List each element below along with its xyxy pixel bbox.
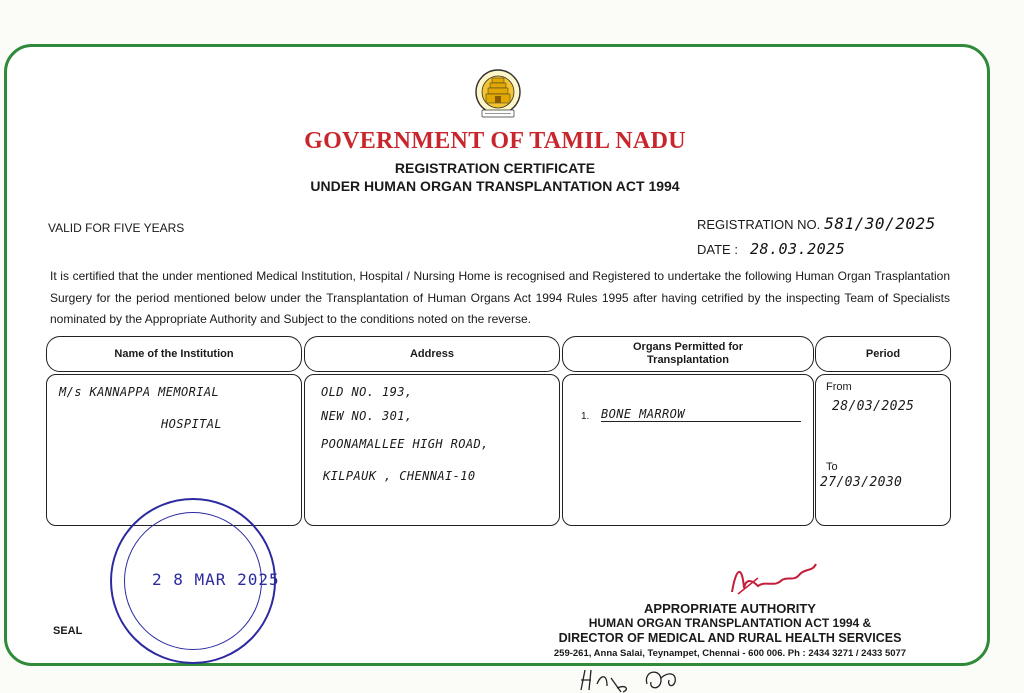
header-institution: Name of the Institution <box>46 336 302 372</box>
period-from-value: 28/03/2025 <box>832 399 915 414</box>
period-from-label: From <box>826 381 852 393</box>
organs-cell <box>562 374 814 526</box>
tamil-nadu-emblem-icon <box>474 66 522 122</box>
institution-line-1: M/s KANNAPPA MEMORIAL <box>59 385 220 399</box>
date-value: 28.03.2025 <box>749 240 846 258</box>
period-cell <box>815 374 951 526</box>
header-period: Period <box>815 336 951 372</box>
certificate-title: REGISTRATION CERTIFICATE <box>394 160 596 176</box>
certification-paragraph: It is certified that the under mentioned Medical Institution, Hospital / Nursing Home is recognised and Registered to undertake the following Human Organ Trasplantation Surgery for the period mentioned below under the Transplantation of Human Organs Act 1994 Rules 1995 after having cetrified by the inspecting Team of Specialists nominated by the Appropriate Authority and Subject to the conditions noted on the reverse. <box>50 269 950 326</box>
initials-icon <box>577 664 695 693</box>
official-stamp <box>110 498 280 664</box>
registration-label: REGISTRATION NO. <box>697 217 821 232</box>
header-address: Address <box>304 336 560 372</box>
authority-address: 259-261, Anna Salai, Teynampet, Chennai - 600 006. Ph : 2434 3271 / 2433 5077 <box>553 648 907 659</box>
address-line-3: POONAMALLEE HIGH ROAD, <box>321 437 489 451</box>
address-line-1: OLD NO. 193, <box>321 385 413 399</box>
address-cell <box>304 374 560 526</box>
date-label: DATE : <box>697 242 738 257</box>
organ-number: 1. <box>581 411 590 422</box>
address-line-2: NEW NO. 301, <box>321 409 413 423</box>
registration-date <box>697 240 845 258</box>
signature-icon <box>728 558 820 598</box>
institution-line-2: HOSPITAL <box>161 417 222 431</box>
government-title: GOVERNMENT OF TAMIL NADU <box>304 128 686 154</box>
organ-value: BONE MARROW <box>601 407 801 422</box>
period-to-label: To <box>826 461 838 473</box>
authority-line-2: HUMAN ORGAN TRANSPLANTATION ACT 1994 & <box>588 616 872 630</box>
seal-label: SEAL <box>53 625 83 637</box>
registration-value: 581/30/2025 <box>824 214 936 233</box>
period-to-value: 27/03/2030 <box>820 475 903 490</box>
address-line-4: KILPAUK , CHENNAI-10 <box>323 469 476 483</box>
act-title: UNDER HUMAN ORGAN TRANSPLANTATION ACT 1994 <box>310 178 680 194</box>
header-organs: Organs Permitted for Transplantation <box>562 336 814 372</box>
registration-number <box>697 214 936 233</box>
validity-text: VALID FOR FIVE YEARS <box>48 221 185 235</box>
authority-line-3: DIRECTOR OF MEDICAL AND RURAL HEALTH SERVICES <box>558 631 902 645</box>
stamp-date: 2 8 MAR 2025 <box>152 570 280 589</box>
authority-line-1: APPROPRIATE AUTHORITY <box>644 601 816 616</box>
